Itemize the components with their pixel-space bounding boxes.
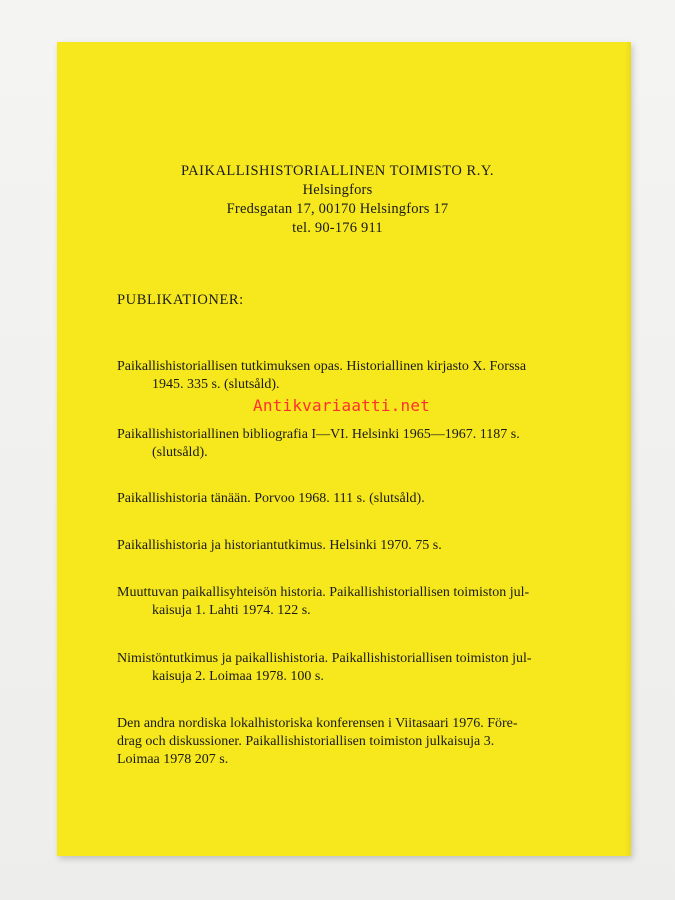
publication-line: kaisuja 2. Loimaa 1978. 100 s. [152,669,324,684]
publisher-address: Fredsgatan 17, 00170 Helsingfors 17 [226,201,449,217]
publication-line: drag och diskussioner. Paikallishistoriallisen toimiston julkaisuja 3. [117,734,495,749]
publication-line: Paikallishistoria tänään. Porvoo 1968. 111 s. (slutsåld). [117,491,425,506]
publication-item [117,584,529,620]
publication-line: kaisuja 1. Lahti 1974. 122 s. [152,603,311,618]
publication-item [117,650,532,686]
watermark-text: Antikvariaatti.net [253,396,430,415]
publication-line: 1945. 335 s. (slutsåld). [152,377,280,392]
publication-item [117,358,526,394]
publication-line: Muuttuvan paikallisyhteisön historia. Paikallishistoriallisen toimiston jul- [117,585,530,600]
publisher-name: PAIKALLISHISTORIALLINEN TOIMISTO R.Y. [180,163,495,179]
publisher-block [0,162,675,238]
publication-item [117,537,442,555]
publication-line: (slutsåld). [152,445,208,460]
publication-line: Loimaa 1978 207 s. [117,752,229,767]
publication-line: Paikallishistoriallisen tutkimuksen opas. Historiallinen kirjasto X. Forssa [117,359,527,374]
publication-line: Paikallishistoriallinen bibliografia I—VI. Helsinki 1965—1967. 1187 s. [117,427,520,442]
publication-item [117,715,518,769]
publication-item [117,426,520,462]
publication-line: Den andra nordiska lokalhistoriska konferensen i Viitasaari 1976. Före- [117,716,518,731]
publisher-city: Helsingfors [302,182,373,198]
publisher-phone: tel. 90-176 911 [292,220,383,236]
section-heading: PUBLIKATIONER: [117,292,244,308]
publication-line: Nimistöntutkimus ja paikallishistoria. Paikallishistoriallisen toimiston jul- [117,651,532,666]
publication-item [117,490,425,508]
publication-line: Paikallishistoria ja historiantutkimus. Helsinki 1970. 75 s. [117,538,442,553]
